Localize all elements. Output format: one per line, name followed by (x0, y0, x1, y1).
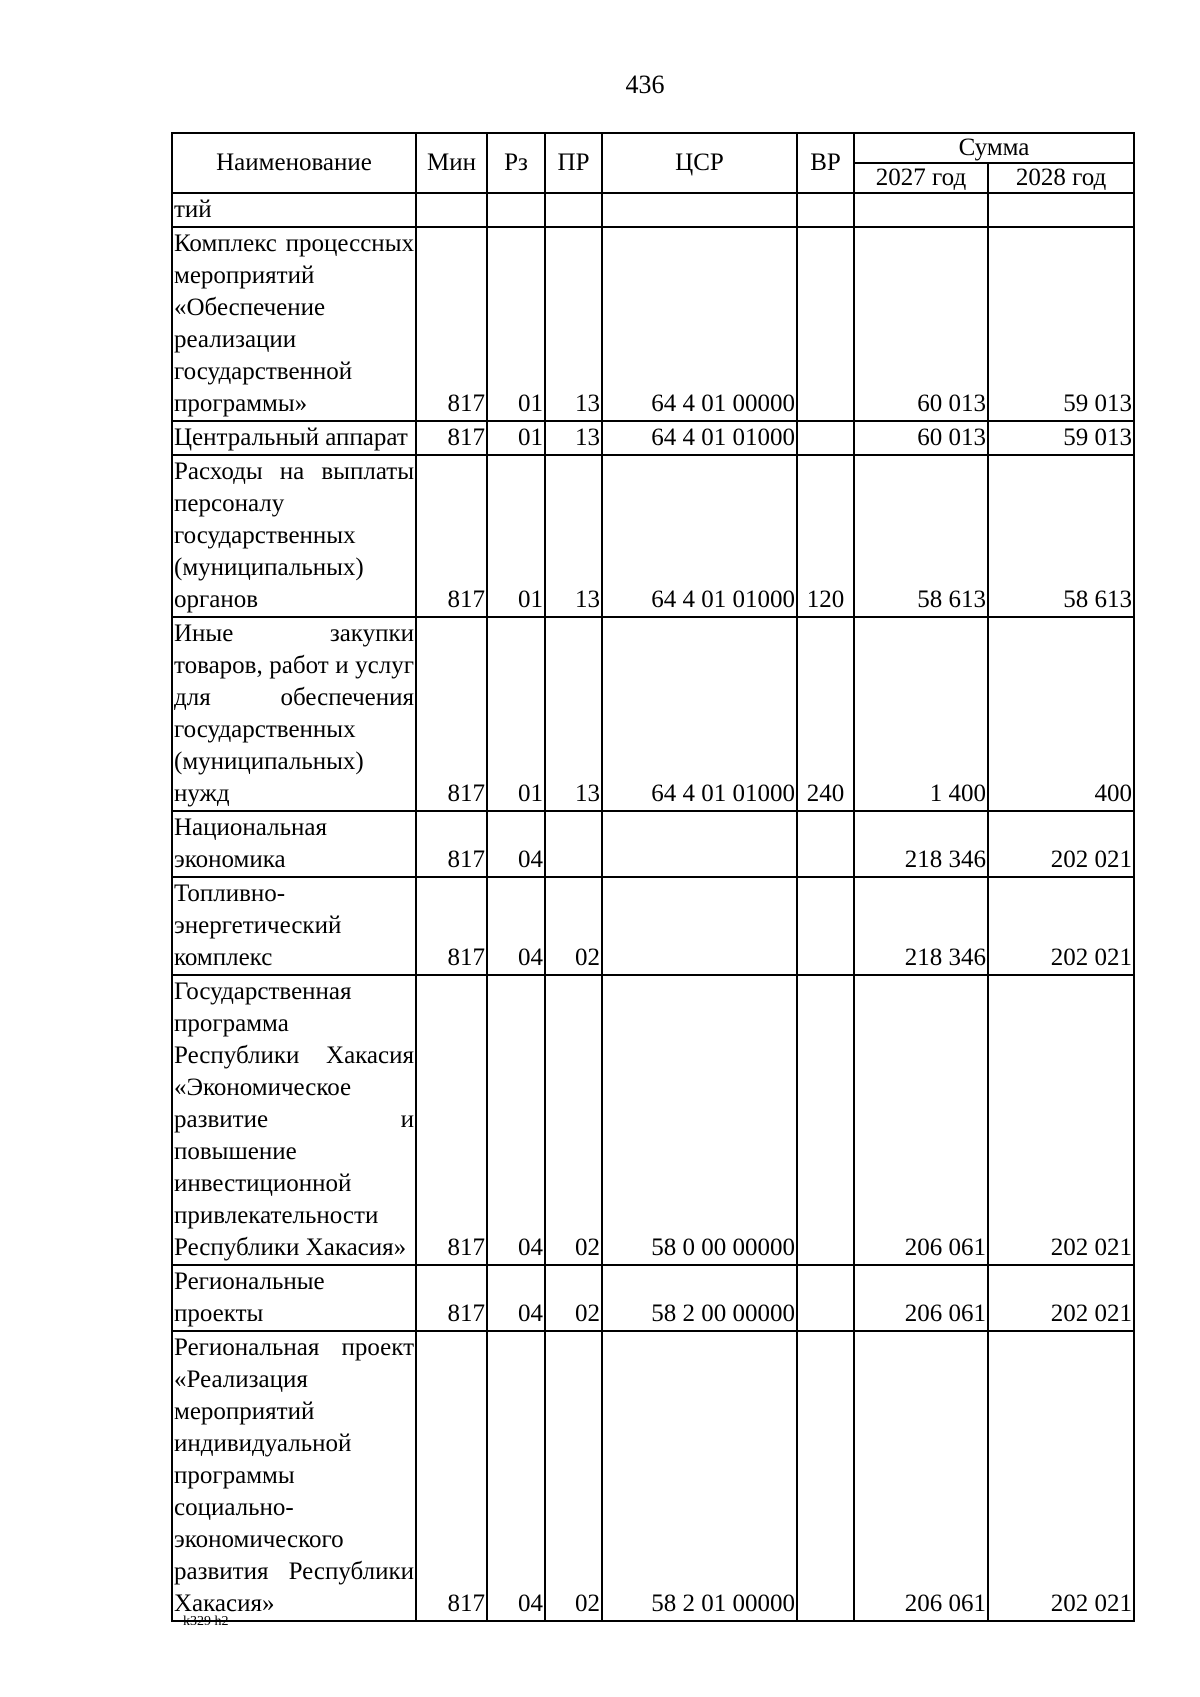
row-min: 817 (416, 1265, 487, 1331)
row-csr: 64 4 01 01000 (602, 455, 797, 617)
row-csr (602, 811, 797, 877)
row-2028: 202 021 (988, 811, 1134, 877)
row-min: 817 (416, 877, 487, 975)
row-pr: 02 (545, 1331, 602, 1621)
row-pr: 13 (545, 617, 602, 811)
row-csr: 58 2 01 00000 (602, 1331, 797, 1621)
table-row (172, 877, 1134, 975)
row-rz: 04 (487, 975, 545, 1265)
table-row (172, 1331, 1134, 1621)
row-2028: 59 013 (988, 421, 1134, 455)
header-min: Мин (416, 133, 487, 193)
table-row (172, 227, 1134, 421)
row-rz: 01 (487, 227, 545, 421)
row-csr (602, 877, 797, 975)
page-number: 436 (625, 70, 665, 99)
table-row (172, 421, 1134, 455)
table-row (172, 455, 1134, 617)
table-row (172, 1265, 1134, 1331)
row-rz: 01 (487, 421, 545, 455)
row-2027 (854, 193, 988, 227)
row-rz: 04 (487, 1265, 545, 1331)
row-name: Иные закупки товаров, работ и услуг для обеспечения государственных (муниципальных) нужд (172, 617, 416, 811)
row-rz: 04 (487, 1331, 545, 1621)
row-min: 817 (416, 811, 487, 877)
header-sum: Сумма (854, 133, 1134, 163)
row-2027: 206 061 (854, 975, 988, 1265)
row-vr (797, 227, 854, 421)
row-2027: 60 013 (854, 421, 988, 455)
row-name: Региональная проект «Реализация мероприятий индивидуальной программы социально-экономического развития Республики Хакасия» (172, 1331, 416, 1621)
row-vr (797, 1331, 854, 1621)
row-vr (797, 877, 854, 975)
row-csr: 64 4 01 01000 (602, 617, 797, 811)
row-2027: 58 613 (854, 455, 988, 617)
row-2027: 206 061 (854, 1265, 988, 1331)
row-pr: 13 (545, 421, 602, 455)
row-csr: 64 4 01 01000 (602, 421, 797, 455)
row-min: 817 (416, 421, 487, 455)
row-vr (797, 811, 854, 877)
budget-table (171, 132, 1135, 1622)
row-name: тий (172, 193, 416, 227)
row-2027: 218 346 (854, 811, 988, 877)
row-rz: 04 (487, 877, 545, 975)
row-2027: 218 346 (854, 877, 988, 975)
row-2028: 202 021 (988, 1331, 1134, 1621)
table-row (172, 193, 1134, 227)
row-rz: 01 (487, 455, 545, 617)
row-min: 817 (416, 617, 487, 811)
header-pr: ПР (545, 133, 602, 193)
row-rz (487, 193, 545, 227)
row-min: 817 (416, 975, 487, 1265)
row-name: Центральный аппарат (172, 421, 416, 455)
row-2027: 60 013 (854, 227, 988, 421)
row-min: 817 (416, 1331, 487, 1621)
table-row (172, 617, 1134, 811)
row-name: Расходы на выплаты персоналу государственных (муниципальных) органов (172, 455, 416, 617)
row-2027: 206 061 (854, 1331, 988, 1621)
row-2028: 202 021 (988, 1265, 1134, 1331)
row-vr: 120 (797, 455, 854, 617)
table-row (172, 811, 1134, 877)
header-vr: ВР (797, 133, 854, 193)
header-year-2028: 2028 год (988, 163, 1134, 193)
row-pr: 02 (545, 877, 602, 975)
row-vr (797, 975, 854, 1265)
header-year-2027: 2027 год (854, 163, 988, 193)
row-name: Государственная программа Республики Хакасия «Экономическое развитие и повышение инвестиционной привлекательности Республики Хакасия» (172, 975, 416, 1265)
row-pr: 13 (545, 227, 602, 421)
header-csr: ЦСР (602, 133, 797, 193)
row-csr: 58 0 00 00000 (602, 975, 797, 1265)
row-2028: 202 021 (988, 877, 1134, 975)
row-min: 817 (416, 227, 487, 421)
row-vr (797, 1265, 854, 1331)
row-csr: 64 4 01 00000 (602, 227, 797, 421)
row-min (416, 193, 487, 227)
row-name: Топливно-энергетический комплекс (172, 877, 416, 975)
row-2028 (988, 193, 1134, 227)
row-csr (602, 193, 797, 227)
row-csr: 58 2 00 00000 (602, 1265, 797, 1331)
row-pr: 02 (545, 1265, 602, 1331)
row-pr: 02 (545, 975, 602, 1265)
row-name: Национальная экономика (172, 811, 416, 877)
row-vr (797, 421, 854, 455)
row-2027: 1 400 (854, 617, 988, 811)
row-name: Региональные проекты (172, 1265, 416, 1331)
row-vr: 240 (797, 617, 854, 811)
row-vr (797, 193, 854, 227)
table-row (172, 975, 1134, 1265)
header-name: Наименование (172, 133, 416, 193)
row-pr (545, 811, 602, 877)
document-code: k329 h2 (183, 1614, 229, 1629)
row-rz: 01 (487, 617, 545, 811)
row-min: 817 (416, 455, 487, 617)
row-rz: 04 (487, 811, 545, 877)
header-rz: Рз (487, 133, 545, 193)
row-2028: 58 613 (988, 455, 1134, 617)
row-2028: 59 013 (988, 227, 1134, 421)
row-2028: 400 (988, 617, 1134, 811)
row-pr (545, 193, 602, 227)
row-pr: 13 (545, 455, 602, 617)
row-name: Комплекс процессных мероприятий «Обеспечение реализации государственной программы» (172, 227, 416, 421)
row-2028: 202 021 (988, 975, 1134, 1265)
